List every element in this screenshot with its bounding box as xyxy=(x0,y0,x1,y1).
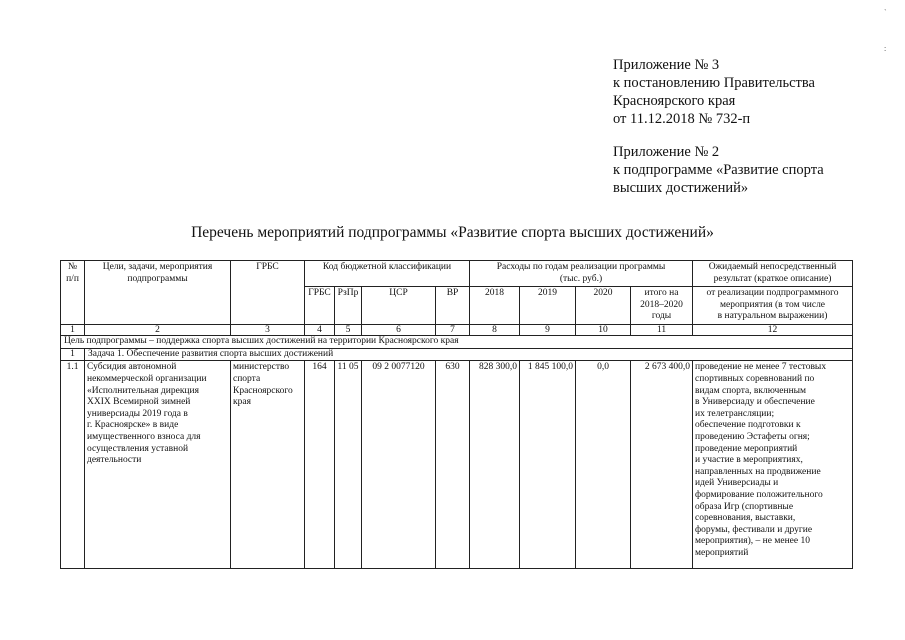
item-csr: 09 2 0077120 xyxy=(362,361,436,569)
item-num: 1.1 xyxy=(61,361,85,569)
header-sub-total: итого на 2018–2020 годы xyxy=(631,287,693,325)
task-num: 1 xyxy=(61,348,85,361)
item-2018: 828 300,0 xyxy=(470,361,520,569)
header-budget-code: Код бюджетной классификации xyxy=(305,261,470,287)
header-sub-2019: 2019 xyxy=(520,287,576,325)
item-vr: 630 xyxy=(436,361,470,569)
goal-text: Цель подпрограммы – поддержка спорта высших достижений на территории Красноярского края xyxy=(61,336,853,349)
header-sub-csr: ЦСР xyxy=(362,287,436,325)
annex-header-subprogram: Приложение № 2 к подпрограмме «Развитие спорта высших достижений» xyxy=(613,144,824,196)
column-number: 5 xyxy=(335,325,362,336)
header-sub-2020: 2020 xyxy=(576,287,631,325)
column-number: 8 xyxy=(470,325,520,336)
header-num: № п/п xyxy=(61,261,85,325)
column-number: 10 xyxy=(576,325,631,336)
header-sub-grbs: ГРБС xyxy=(305,287,335,325)
item-grbs-code: 164 xyxy=(305,361,335,569)
column-number: 1 xyxy=(61,325,85,336)
column-number: 2 xyxy=(85,325,231,336)
scan-mark: : xyxy=(884,44,887,53)
header-grbs: ГРБС xyxy=(231,261,305,325)
item-grbs-name: министерство спорта Красноярского края xyxy=(231,361,305,569)
item-result: проведение не менее 7 тестовых спортивных соревнований по видам спорта, включенным в Универсиаду и обеспечение их телетрансляции; обеспечение подготовки к проведению Эстафеты огня; проведение мероприятий и участие в мероприятиях, направленных на продвижение идей Универсиады и формирование положительного образа Игр (спортивные соревнования, выставки, форумы, фестивали и другие мероприятия), – не менее 10 мероприятий xyxy=(693,361,853,569)
column-number: 12 xyxy=(693,325,853,336)
table-row xyxy=(61,361,853,569)
scan-mark: ` xyxy=(884,8,887,17)
column-number: 11 xyxy=(631,325,693,336)
item-total: 2 673 400,0 xyxy=(631,361,693,569)
goal-row xyxy=(61,336,853,349)
annex-header-resolution: Приложение № 3 к постановлению Правительства Красноярского края от 11.12.2018 № 732-п xyxy=(613,57,815,127)
activities-table xyxy=(60,260,853,569)
header-goals: Цели, задачи, мероприятия подпрограммы xyxy=(85,261,231,325)
item-2019: 1 845 100,0 xyxy=(520,361,576,569)
column-number: 9 xyxy=(520,325,576,336)
task-text: Задача 1. Обеспечение развития спорта высших достижений xyxy=(85,348,853,361)
item-description: Субсидия автономной некоммерческой организации «Исполнительная дирекция XXIX Всемирной зимней универсиады 2019 года в г. Красноярске» в виде имущественного взноса для осуществления уставной деятельности xyxy=(85,361,231,569)
header-sub-vr: ВР xyxy=(436,287,470,325)
column-number: 4 xyxy=(305,325,335,336)
item-rzpr: 11 05 xyxy=(335,361,362,569)
header-expenses: Расходы по годам реализации программы (тыс. руб.) xyxy=(470,261,693,287)
header-sub-result: от реализации подпрограммного мероприятия (в том числе в натуральном выражении) xyxy=(693,287,853,325)
header-result: Ожидаемый непосредственный результат (краткое описание) xyxy=(693,261,853,287)
column-number-row xyxy=(61,325,853,336)
document-title: Перечень мероприятий подпрограммы «Развитие спорта высших достижений» xyxy=(191,224,714,241)
task-row xyxy=(61,348,853,361)
column-number: 6 xyxy=(362,325,436,336)
item-2020: 0,0 xyxy=(576,361,631,569)
column-number: 7 xyxy=(436,325,470,336)
header-sub-rzpr: РзПр xyxy=(335,287,362,325)
header-sub-2018: 2018 xyxy=(470,287,520,325)
column-number: 3 xyxy=(231,325,305,336)
